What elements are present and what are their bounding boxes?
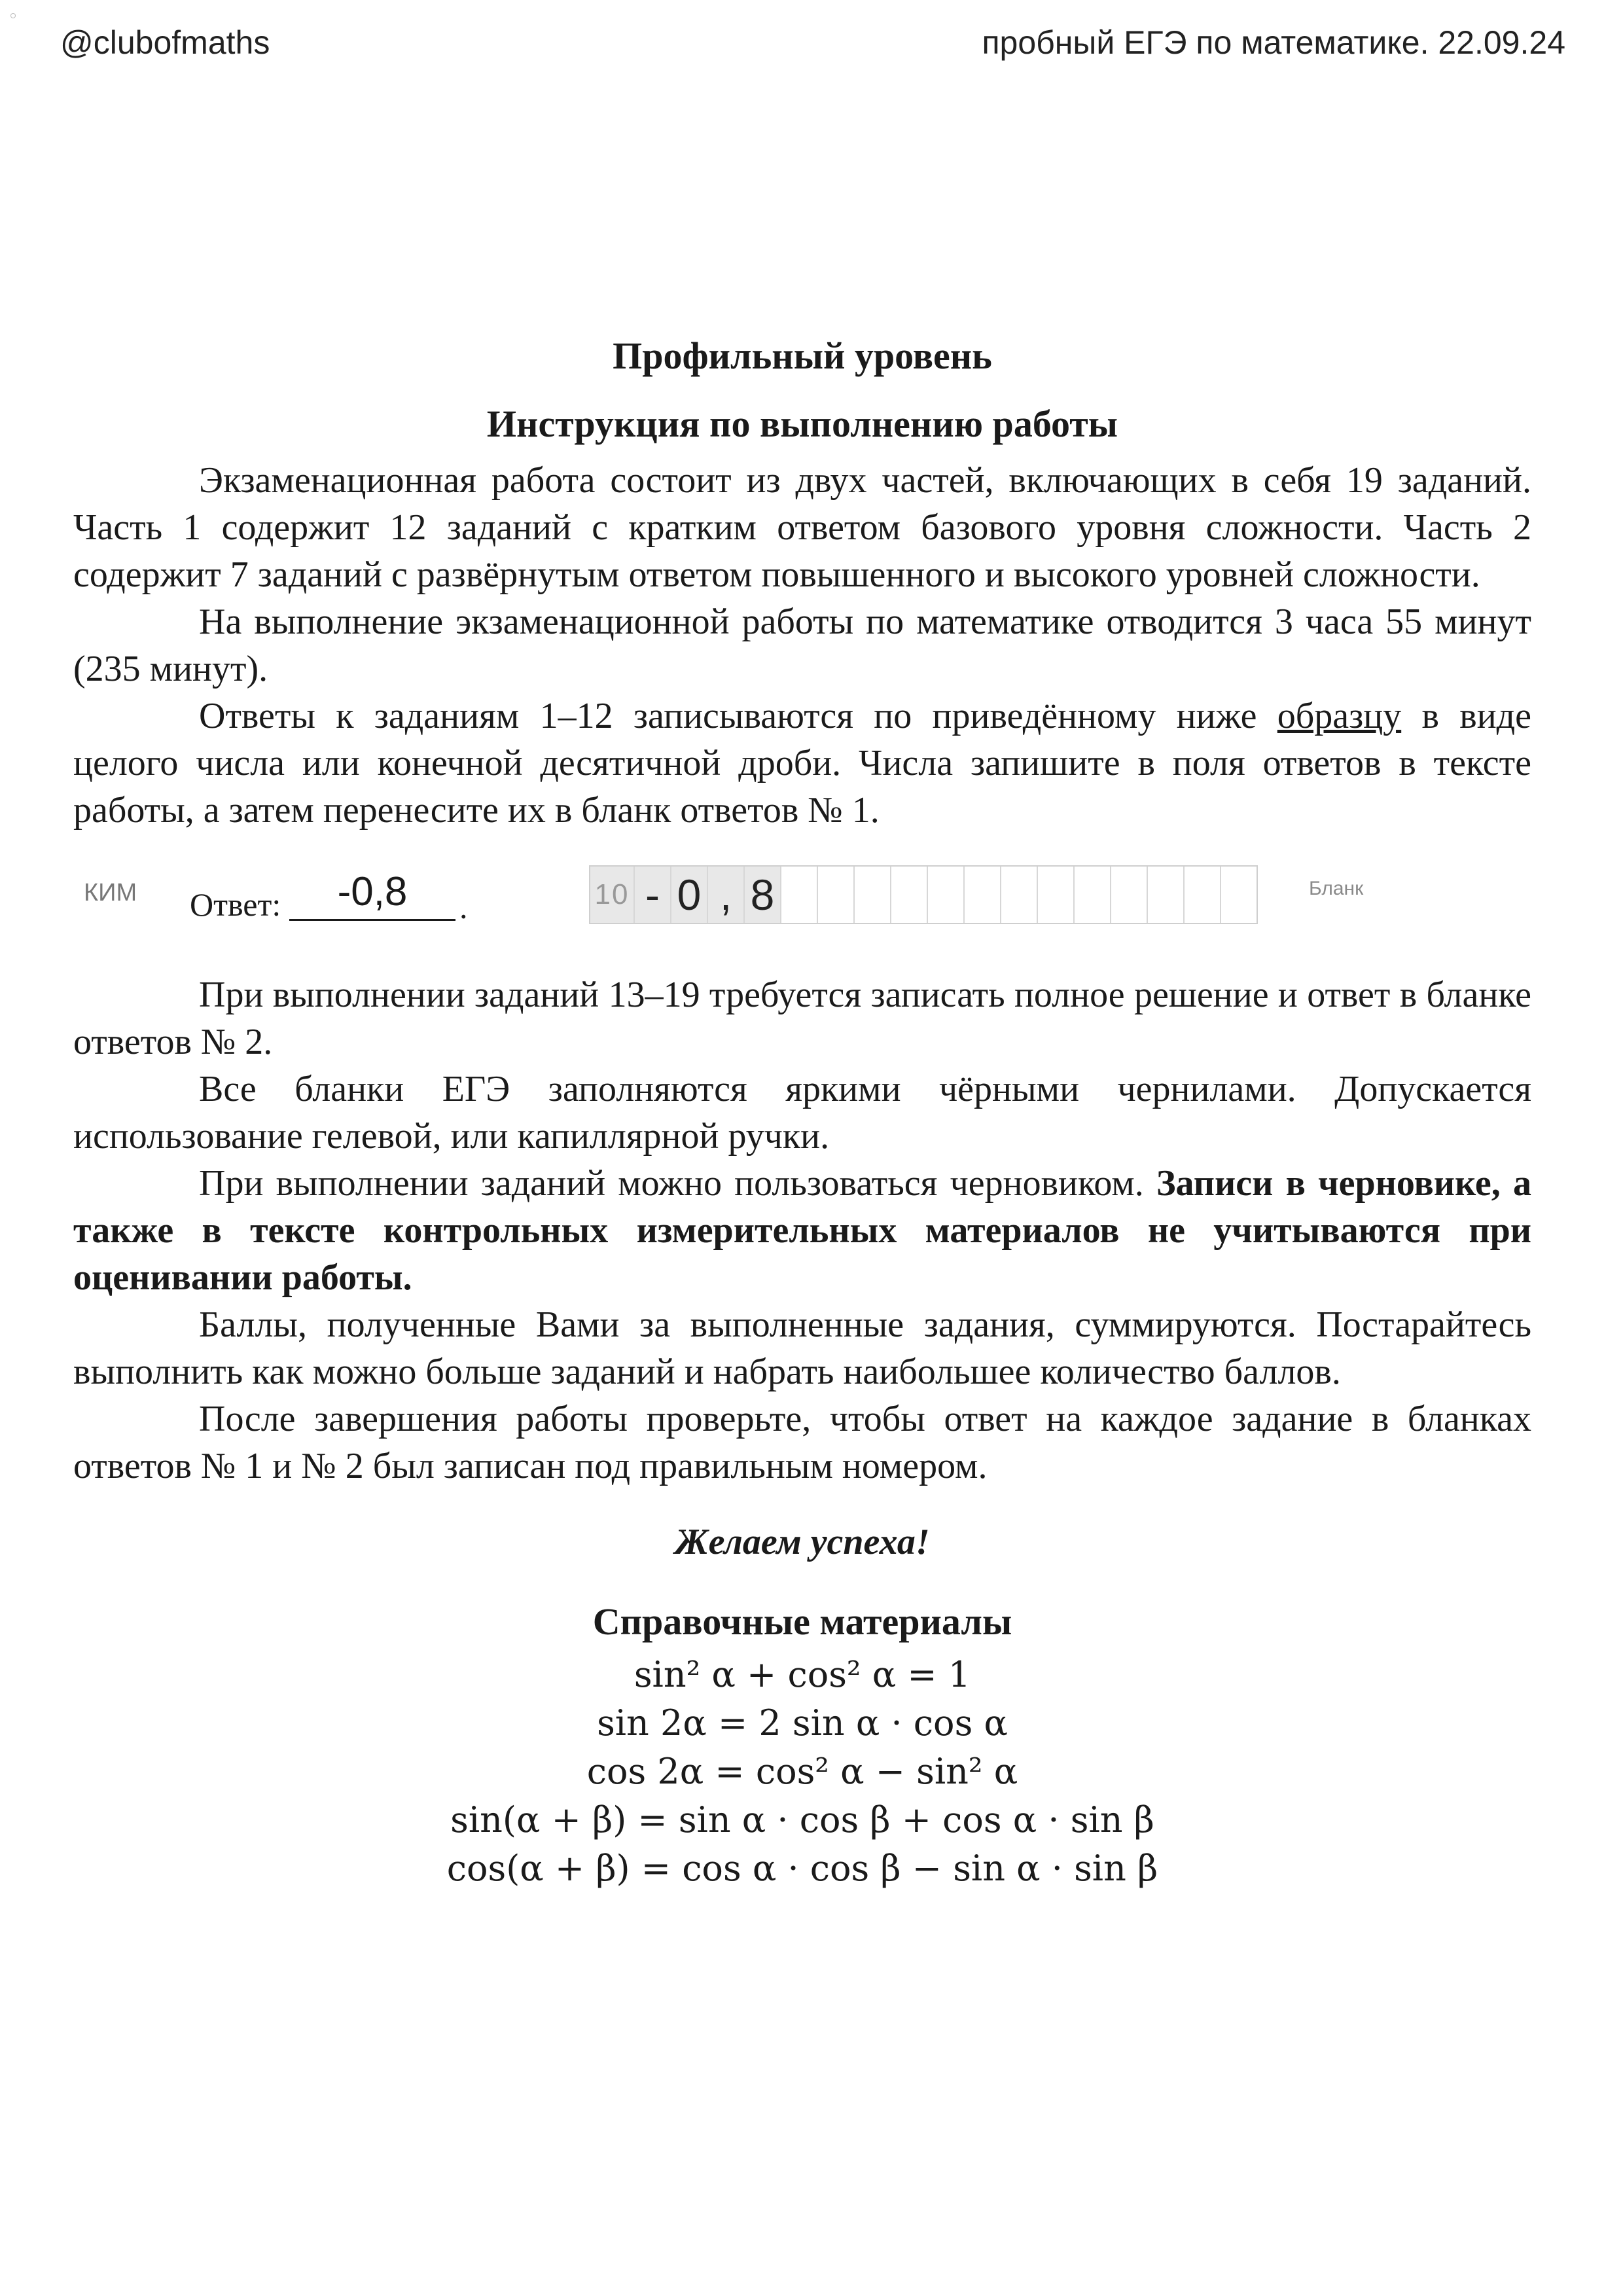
corner-dot	[10, 13, 16, 18]
blank-cell-empty	[1183, 867, 1220, 923]
paragraph-structure: Экзаменационная работа состоит из двух частей, включающих в себя 19 заданий. Часть 1 содержит 12 заданий с кратким ответом базового уровня сложности. Часть 2 содержит 7 заданий с развёрнутым ответом повышенного и высокого уровней сложности.	[73, 460, 1531, 595]
sample-link: образцу	[1277, 696, 1402, 736]
blank-cell-empty	[853, 867, 890, 923]
blank-cell-empty	[1110, 867, 1147, 923]
paragraph-time: На выполнение экзаменационной работы по математике отводится 3 часа 55 минут (235 минут).	[73, 601, 1531, 689]
blank-cell-empty	[1037, 867, 1073, 923]
formula-sin-double: sin 2α = 2 sin α · cos α	[597, 1702, 1008, 1744]
kim-label: КИМ	[84, 879, 137, 906]
paragraph-scores: Баллы, полученные Вами за выполненные задания, суммируются. Постарайтесь выполнить как можно больше заданий и набрать наибольшее количество баллов.	[73, 1304, 1531, 1392]
blank-label: Бланк	[1309, 878, 1364, 899]
page-content	[73, 314, 1531, 1893]
draft-text: При выполнении заданий можно пользоваться черновиком.	[199, 1163, 1156, 1204]
paragraph-check: После завершения работы проверьте, чтобы ответ на каждое задание в бланках ответов № 1 и № 2 был записан под правильным номером.	[73, 1399, 1531, 1486]
level-title: Профильный уровень	[613, 334, 992, 377]
blank-task-number: 10	[594, 878, 630, 910]
paragraph-part2: При выполнении заданий 13–19 требуется записать полное решение и ответ в бланке ответов № 2.	[73, 975, 1531, 1062]
answers-text-before: Ответы к заданиям 1–12 записываются по приведённому ниже	[199, 696, 1277, 736]
blank-cell-empty	[927, 867, 963, 923]
paragraph-draft	[73, 1160, 1531, 1301]
answer-example	[73, 860, 1531, 952]
good-luck-wish: Желаем успеха!	[675, 1522, 930, 1562]
formula-sin-sum: sin(α + β) = sin α · cos β + cos α · sin β	[450, 1799, 1154, 1840]
blank-cell-empty	[1000, 867, 1037, 923]
blank-cell-empty	[1073, 867, 1110, 923]
paragraph-answers	[73, 692, 1531, 834]
blank-cell: 0	[670, 867, 707, 923]
blank-cell-empty	[1147, 867, 1183, 923]
paragraph-ink: Все бланки ЕГЭ заполняются яркими чёрными чернилами. Допускается использование гелевой, или капиллярной ручки.	[73, 1069, 1531, 1157]
blank-cell-empty	[780, 867, 817, 923]
answer-dot: .	[459, 889, 468, 925]
reference-title: Справочные материалы	[592, 1600, 1012, 1643]
formula-cos-sum: cos(α + β) = cos α · cos β − sin α · sin β	[446, 1848, 1158, 1889]
draft-warning: Записи в черновике, а также в тексте контрольных измерительных материалов не учитываются при оценивании работы.	[73, 1163, 1531, 1298]
header-exam-title: пробный ЕГЭ по математике. 22.09.24	[982, 24, 1565, 61]
header-channel: @clubofmaths	[60, 24, 270, 61]
blank-cell-empty	[817, 867, 853, 923]
formula-identity: sin² α + cos² α = 1	[633, 1654, 971, 1695]
blank-cell-empty	[963, 867, 1000, 923]
formula-cos-double: cos 2α = cos² α − sin² α	[586, 1751, 1018, 1792]
answer-label: Ответ:	[190, 886, 281, 923]
blank-cell: 8	[743, 867, 780, 923]
answers-text-after: в виде целого числа или конечной десятичной дроби. Числа запишите в поля ответов в тексте работы, а затем перенесите их в бланк ответов № 1.	[73, 696, 1532, 831]
answer-blank-strip	[589, 865, 1258, 924]
instructions-title: Инструкция по выполнению работы	[486, 403, 1118, 445]
blank-cell-empty	[1220, 867, 1257, 923]
blank-cell: -	[633, 867, 670, 923]
blank-cell-empty	[890, 867, 927, 923]
answer-value: -0,8	[289, 865, 455, 921]
blank-cell: ,	[707, 867, 743, 923]
